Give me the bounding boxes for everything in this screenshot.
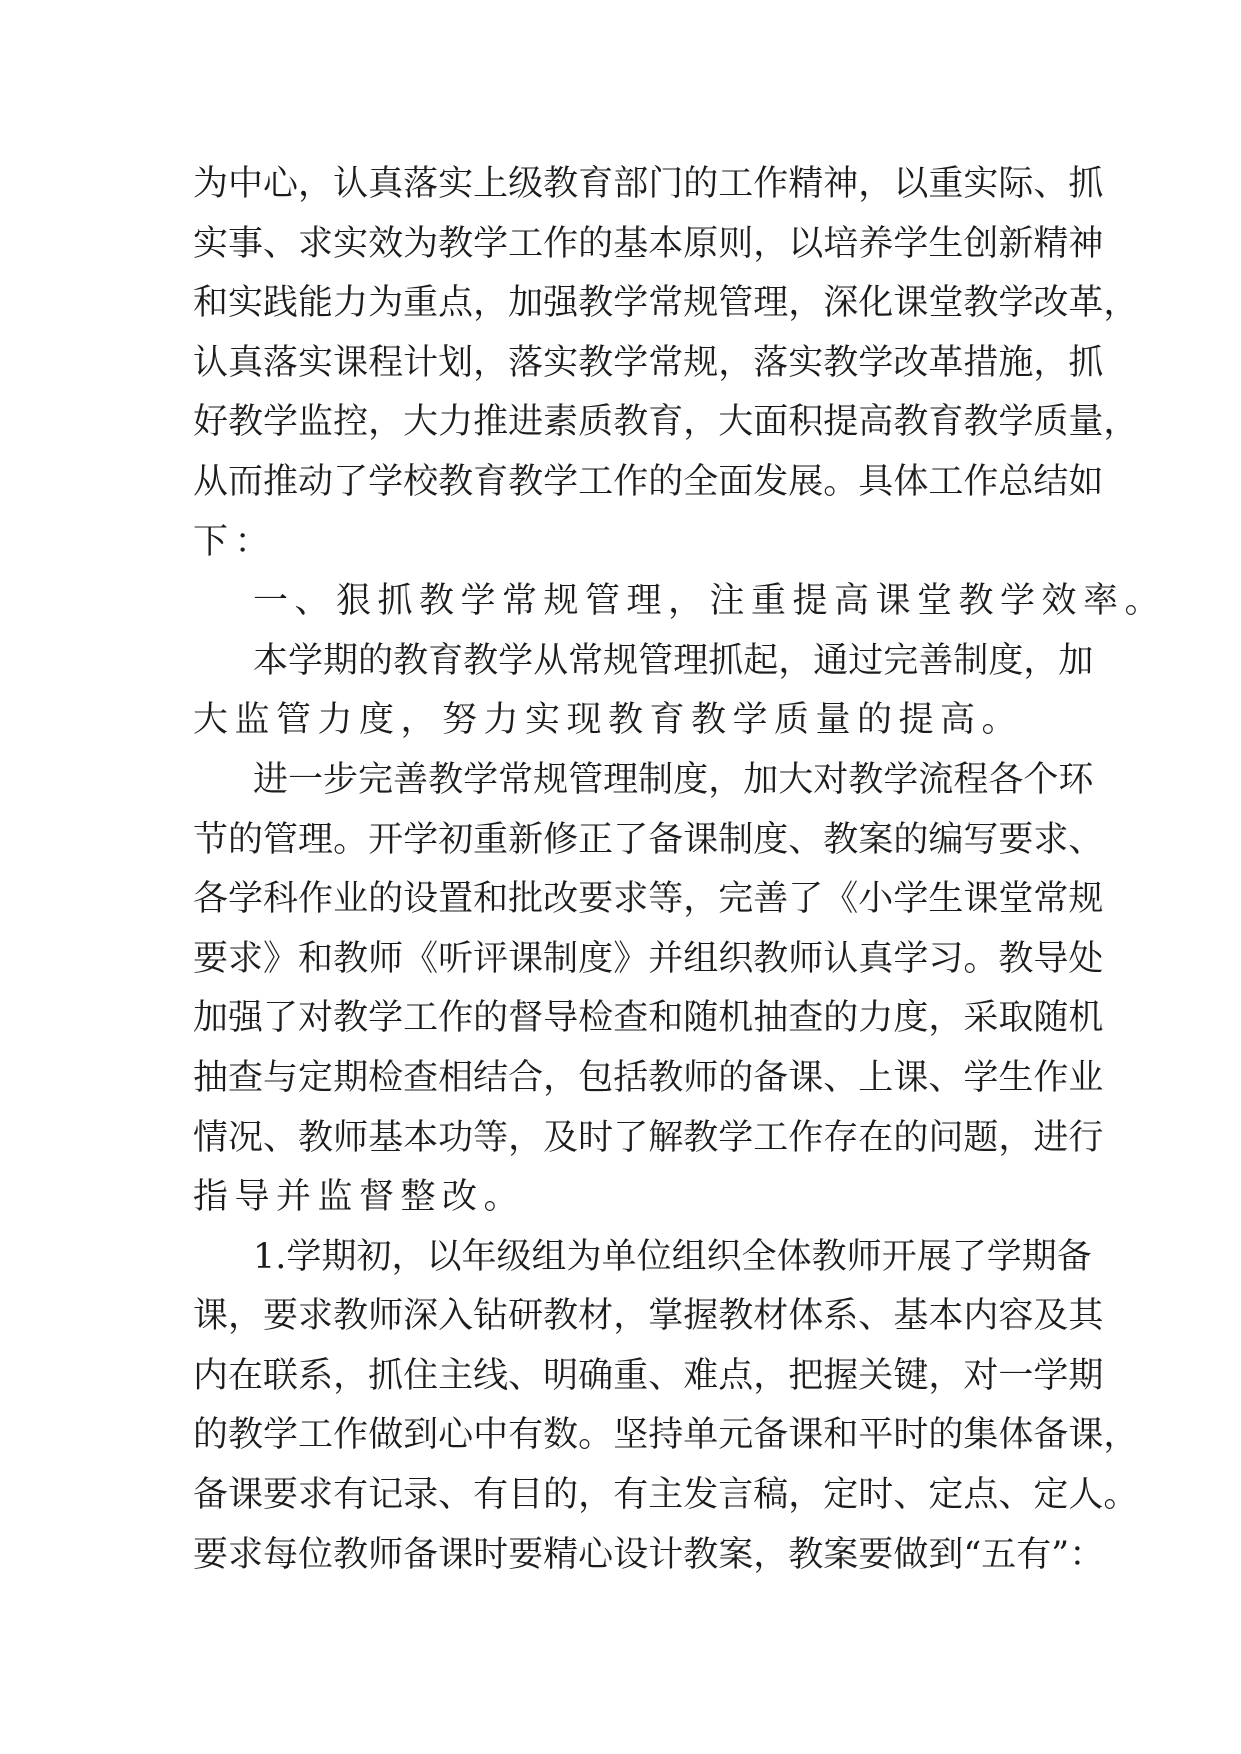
text-line: 课 ， 要 求 教 师 深 入 钻 研 教 材 ， 掌 握 教 材 体 系 、 基 本 内 容 及 其 bbox=[193, 1296, 1104, 1337]
text-line: 节 的 管 理 。 开 学 初 重 新 修 正 了 备 课 制 度 、 教 案 的 编 写 要 求 、 bbox=[193, 819, 1104, 860]
text-line: 内 在 联 系 ， 抓 住 主 线 、 明 确 重 、 难 点 ， 把 握 关 键 ， 对 一 学 期 bbox=[193, 1355, 1104, 1396]
document-body bbox=[193, 155, 1167, 1585]
text-line: 指导并监督整改。 bbox=[193, 1177, 526, 1218]
text-line: 1 . 学 期 初 ， 以 年 级 组 为 单 位 组 织 全 体 教 师 开 展 了 学 期 备 bbox=[253, 1236, 1092, 1277]
text-line: 情 况 、 教 师 基 本 功 等 ， 及 时 了 解 教 学 工 作 存 在 的 问 题 ， 进 行 bbox=[193, 1117, 1104, 1158]
text-line: 抽 查 与 定 期 检 查 相 结 合 ， 包 括 教 师 的 备 课 、 上 课 、 学 生 作 业 bbox=[193, 1057, 1104, 1098]
text-line: 下： bbox=[193, 521, 277, 562]
text-line: 要 求 》 和 教 师 《 听 评 课 制 度 》 并 组 织 教 师 认 真 学 习 。 教 导 处 bbox=[193, 938, 1104, 979]
text-line: 要 求 每 位 教 师 备 课 时 要 精 心 设 计 教 案 ， 教 案 要 做 到 “ 五 有 ” ： bbox=[193, 1534, 1105, 1575]
text-line: 实 事 、 求 实 效 为 教 学 工 作 的 基 本 原 则 ， 以 培 养 学 生 创 新 精 神 bbox=[193, 223, 1104, 264]
text-line: 为 中 心 ， 认 真 落 实 上 级 教 育 部 门 的 工 作 精 神 ， 以 重 实 际 、 抓 bbox=[193, 164, 1104, 204]
text-line: 一、狠抓教学常规管理，注重提高课堂教学效率。 bbox=[253, 581, 1167, 622]
text-line: 从 而 推 动 了 学 校 教 育 教 学 工 作 的 全 面 发 展 。 具 体 工 作 总 结 如 bbox=[193, 461, 1104, 502]
text-line: 的 教 学 工 作 做 到 心 中 有 数 。 坚 持 单 元 备 课 和 平 时 的 集 体 备 课 ， bbox=[193, 1415, 1139, 1456]
text-line: 各 学 科 作 业 的 设 置 和 批 改 要 求 等 ， 完 善 了 《 小 学 生 课 堂 常 规 bbox=[193, 879, 1104, 920]
text-line: 大监管力度，努力实现教育教学质量的提高。 bbox=[193, 700, 1024, 741]
text-line: 加 强 了 对 教 学 工 作 的 督 导 检 查 和 随 机 抽 查 的 力 度 ， 采 取 随 机 bbox=[193, 998, 1104, 1039]
text-line: 认 真 落 实 课 程 计 划 ， 落 实 教 学 常 规 ， 落 实 教 学 改 革 措 施 ， 抓 bbox=[193, 342, 1104, 383]
text-line: 和 实 践 能 力 为 重 点 ， 加 强 教 学 常 规 管 理 ， 深 化 课 堂 教 学 改 革 ， bbox=[193, 283, 1139, 324]
text-line: 备 课 要 求 有 记 录 、 有 目 的 ， 有 主 发 言 稿 ， 定 时 、 定 点 、 定 人 。 bbox=[193, 1475, 1139, 1516]
text-line: 进 一 步 完 善 教 学 常 规 管 理 制 度 ， 加 大 对 教 学 流 程 各 个 环 bbox=[253, 759, 1094, 800]
text-line: 好 教 学 监 控 ， 大 力 推 进 素 质 教 育 ， 大 面 积 提 高 教 育 教 学 质 量 ， bbox=[193, 402, 1139, 443]
text-line: 本 学 期 的 教 育 教 学 从 常 规 管 理 抓 起 ， 通 过 完 善 制 度 ， 加 bbox=[253, 640, 1094, 681]
